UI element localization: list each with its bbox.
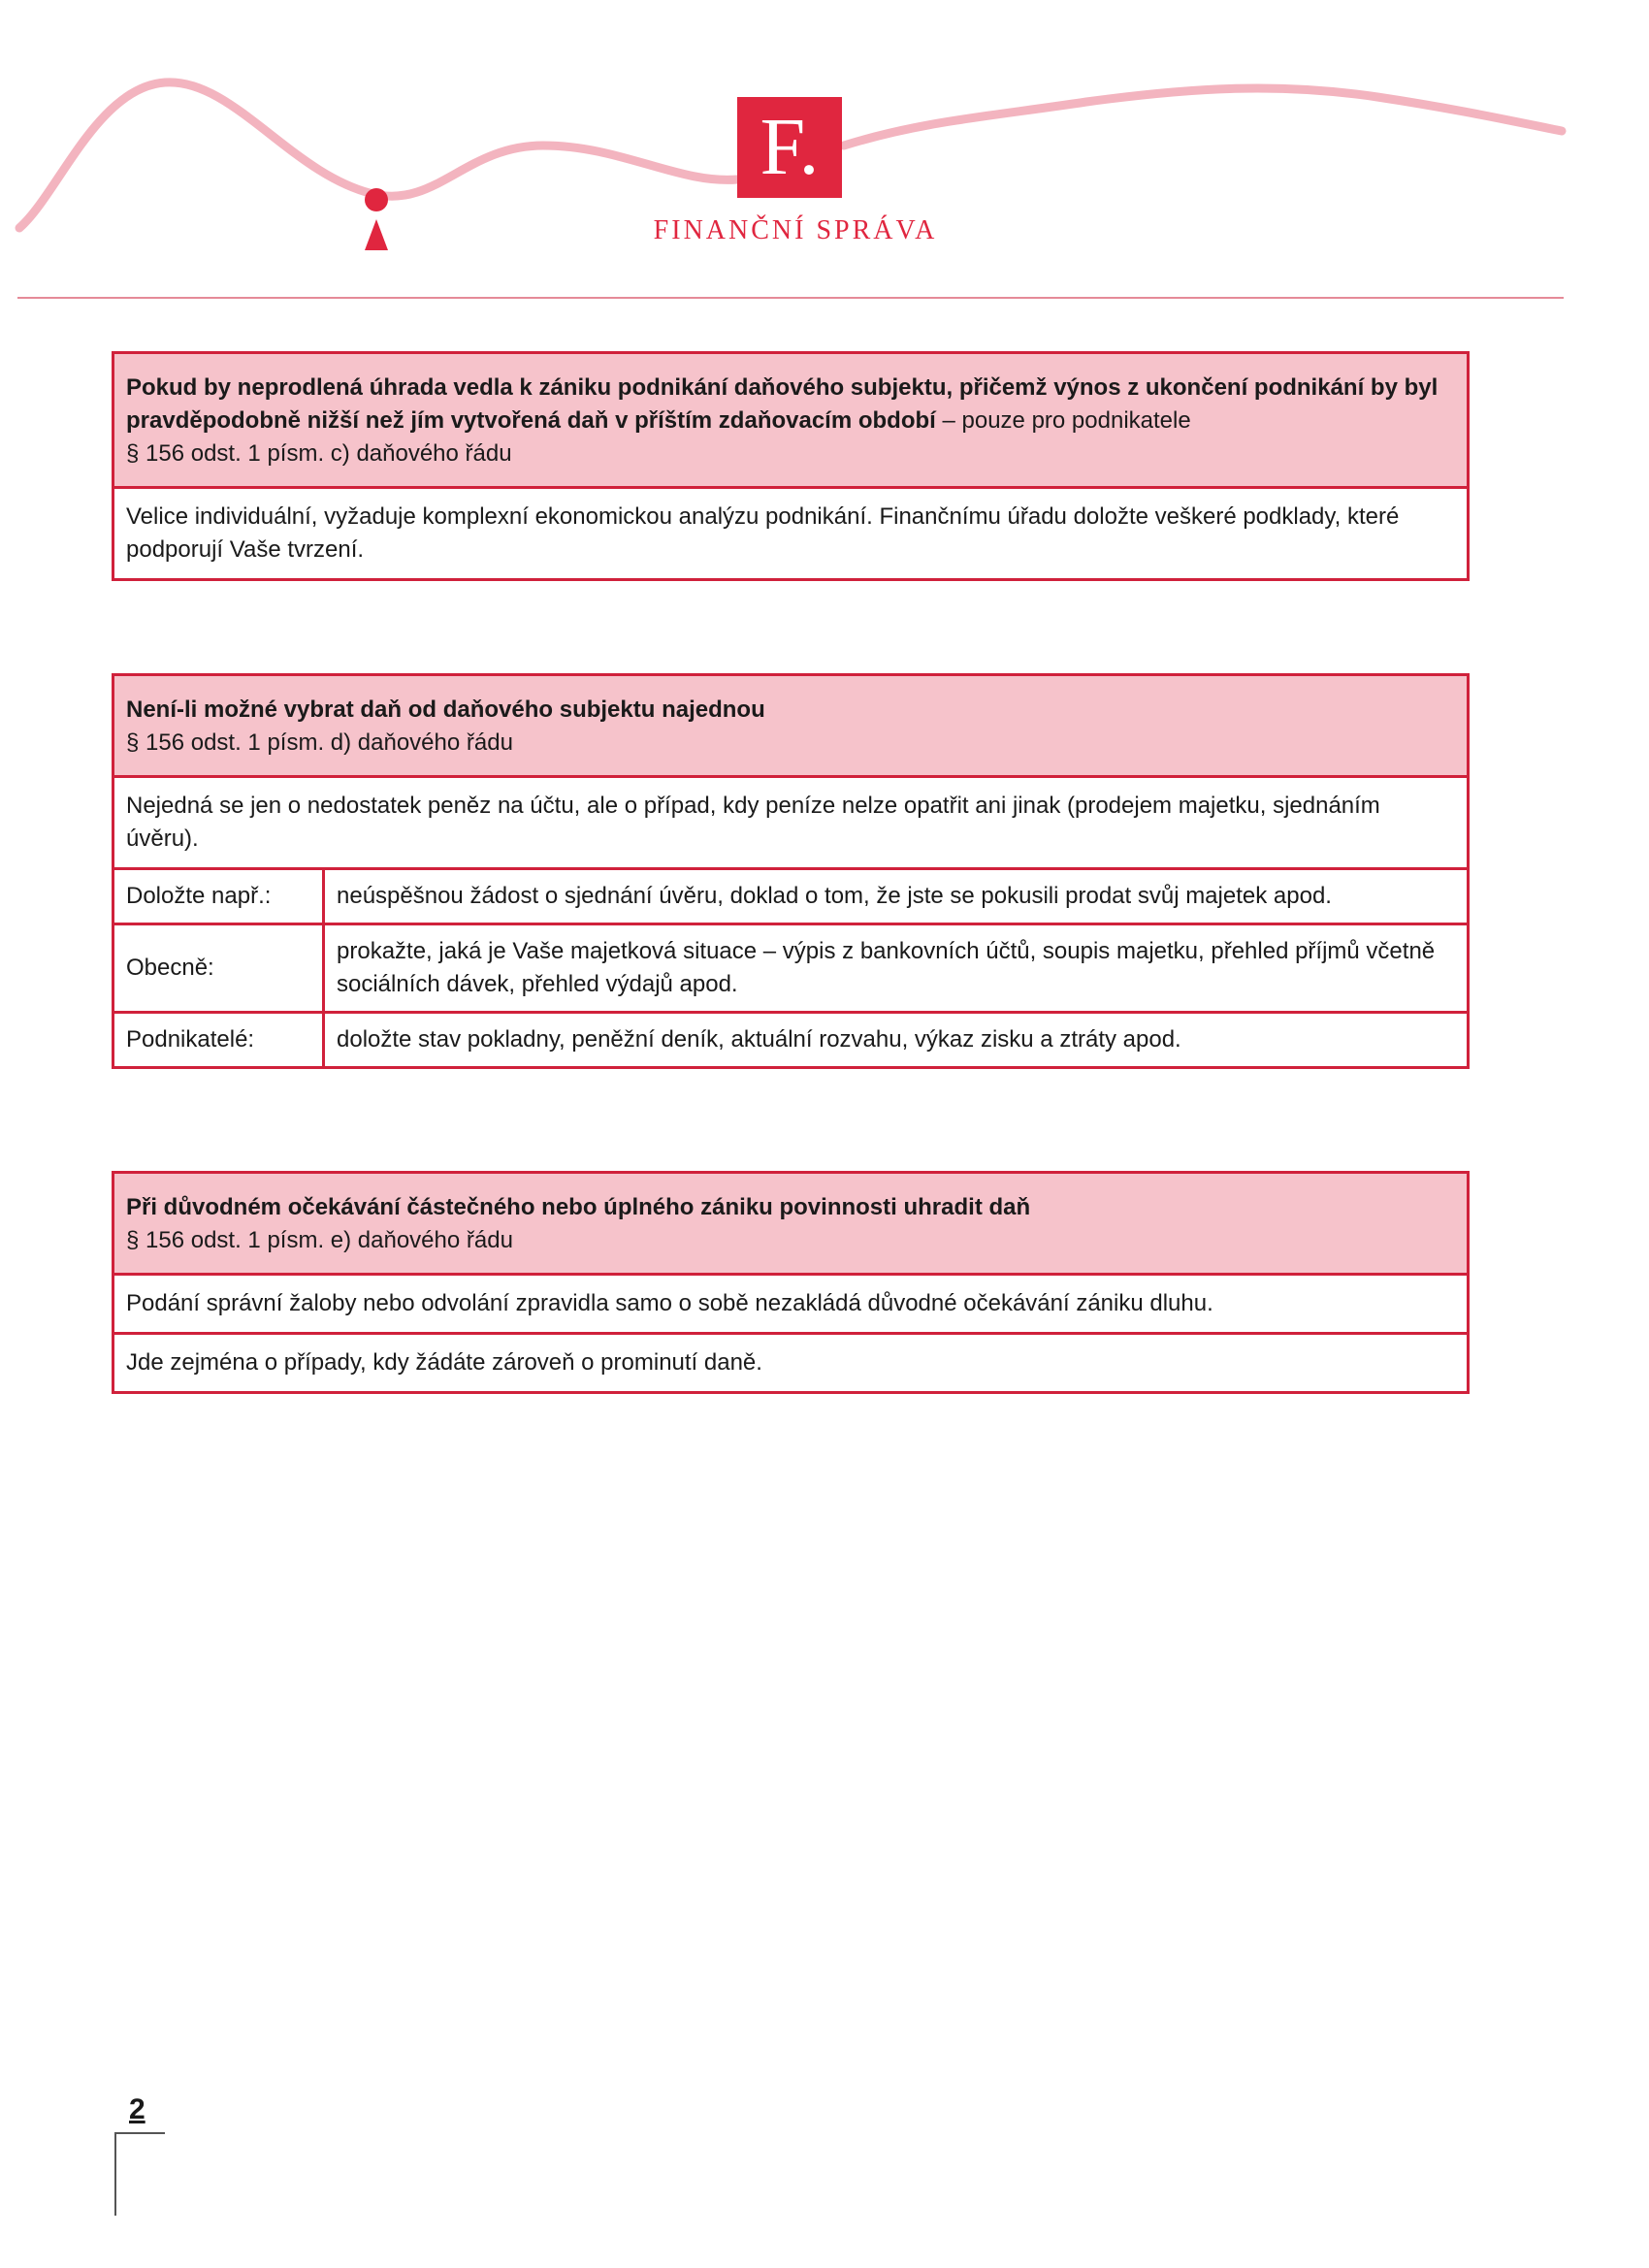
logo: F. [737,97,842,198]
evidence-table [114,870,1467,1066]
section-header [114,354,1467,489]
row-label: Doložte např.: [114,870,324,924]
law-reference: § 156 odst. 1 písm. d) daňového řádu [126,729,513,756]
page-header [0,0,1649,310]
section-title: Při důvodném očekávání částečného nebo úplného zániku povinnosti uhradit daň [126,1194,1031,1220]
row-label: Podnikatelé: [114,1013,324,1067]
law-reference: § 156 odst. 1 písm. e) daňového řádu [126,1227,513,1253]
section-body: Nejedná se jen o nedostatek peněz na účtu, ale o případ, kdy peníze nelze opatřit ani jinak (prodejem majetku, sjednáním úvěru). [114,778,1467,870]
section-business-termination [112,351,1470,581]
table-row [114,870,1467,924]
law-reference: § 156 odst. 1 písm. c) daňového řádu [126,440,512,467]
section-body: Velice individuální, vyžaduje komplexní ekonomickou analýzu podnikání. Finančnímu úřadu doložte veškeré podklady, které podporují Vaše tvrzení. [126,503,1400,563]
figure-icon [365,188,388,250]
row-text: doložte stav pokladny, peněžní deník, aktuální rozvahu, výkaz zisku a ztráty apod. [337,1026,1181,1053]
section-title: Není-li možné vybrat daň od daňového subjektu najednou [126,697,765,723]
table-row [114,1013,1467,1067]
section-title-suffix: – pouze pro podnikatele [935,407,1191,434]
section-body: Podání správní žaloby nebo odvolání zpravidla samo o sobě nezakládá důvodné očekávání zániku dluhu. [114,1276,1467,1335]
table-row [114,924,1467,1013]
section-header [114,676,1467,778]
page-corner-mark [114,2132,165,2216]
row-text: prokažte, jaká je Vaše majetková situace – výpis z bankovních účtů, soupis majetku, přehled příjmů včetně sociálních dávek, přehled výdajů apod. [324,924,1468,1013]
evidence-table-wrapper [114,870,1467,1066]
section-body: Jde zejména o případy, kdy žádáte zároveň o prominutí daně. [126,1349,762,1376]
row-label: Obecně: [114,924,324,1013]
section-cannot-collect-at-once [112,673,1470,1069]
page-number: 2 [129,2093,146,2125]
row-text: neúspěšnou žádost o sjednání úvěru, doklad o tom, že jste se pokusili prodat svůj majetek apod. [324,870,1468,924]
section-title: Pokud by neprodlená úhrada vedla k zániku podnikání daňového subjektu, přičemž výnos z ukončení podnikání by byl pravděpodobně nižší než jím vytvořená daň v příštím zdaňovacím období [126,374,1439,434]
section-expected-extinction [112,1171,1470,1394]
header-divider [17,297,1564,299]
section-header [114,1174,1467,1276]
brand-name: FINANČNÍ SPRÁVA [653,215,938,245]
